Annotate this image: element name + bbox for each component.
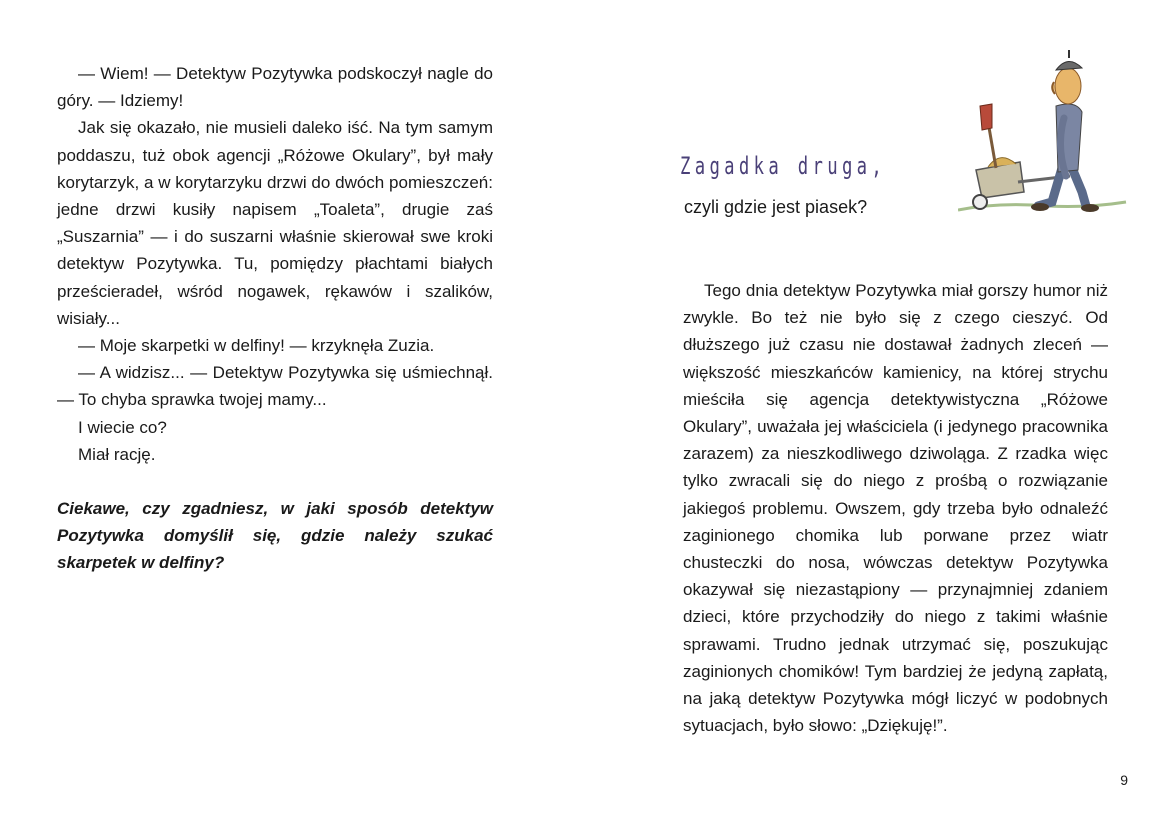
reader-question: Ciekawe, czy zgadniesz, w jaki sposób detektyw Pozytywka domyślił się, gdzie należy szukać skarpetek w delfiny? [57, 499, 493, 573]
page-number: 9 [1120, 772, 1128, 788]
chapter-title: Zagadka druga, [680, 152, 887, 180]
chapter-subtitle: czyli gdzie jest piasek? [684, 197, 868, 217]
wheelbarrow-man-illustration [958, 42, 1128, 220]
paragraph: Tego dnia detektyw Pozytywka miał gorszy humor niż zwykle. Bo też nie było się z czego cieszyć. Od dłuższego już czasu nie dostawał żadnych zleceń — większość mieszkańców kamienicy, na której strychu mieściła się agencja detektywistyczna „Różowe Okulary”, uważała jej właściciela (i jedynego pracownika zarazem) za nieszkodliwego dziwoląga. Z rzadka więc tylko zwracali się do niego z prośbą o rozwiązanie jakiegoś problemu. Owszem, gdy trzeba było odnaleźć zaginionego chomika lub porwane przez wiatr chusteczki do nosa, wówczas detektyw Pozytywka okazywał się niezastąpiony — przynajmniej zdaniem dzieci, które przychodziły do niego z takimi właśnie sprawami. Trudno jednak utrzymać się, poszukując zaginionych chomików! Tym bardziej że jedyną zapłatą, na jaką detektyw Pozytywka mógł liczyć w podobnych sytuacjach, było słowo: „Dziękuję!”. [683, 281, 1108, 736]
left-page-text [57, 60, 493, 577]
paragraph: — Moje skarpetki w delfiny! — krzyknęła Zuzia. [78, 336, 435, 356]
paragraph: — A widzisz... — Detektyw Pozytywka się uśmiechnął. — To chyba sprawka twojej mamy... [57, 363, 493, 410]
right-page-text [683, 277, 1108, 739]
paragraph: Jak się okazało, nie musieli daleko iść. Na tym samym poddaszu, tuż obok agencji „Różowe Okulary”, był mały korytarzyk, a w korytarzyku drzwi do dwóch pomieszczeń: jedne drzwi kusiły napisem „Toaleta”, drugie zaś „Suszarnia” — i do suszarni właśnie skierował swe kroki detektyw Pozytywka. Tu, pomiędzy płachtami białych prześcieradeł, wśród nogawek, rękawów i szalików, wisiały... [57, 118, 493, 328]
paragraph: — Wiem! — Detektyw Pozytywka podskoczył nagle do góry. — Idziemy! [57, 64, 493, 111]
paragraph: I wiecie co? [78, 417, 167, 437]
paragraph: Miał rację. [78, 444, 156, 464]
